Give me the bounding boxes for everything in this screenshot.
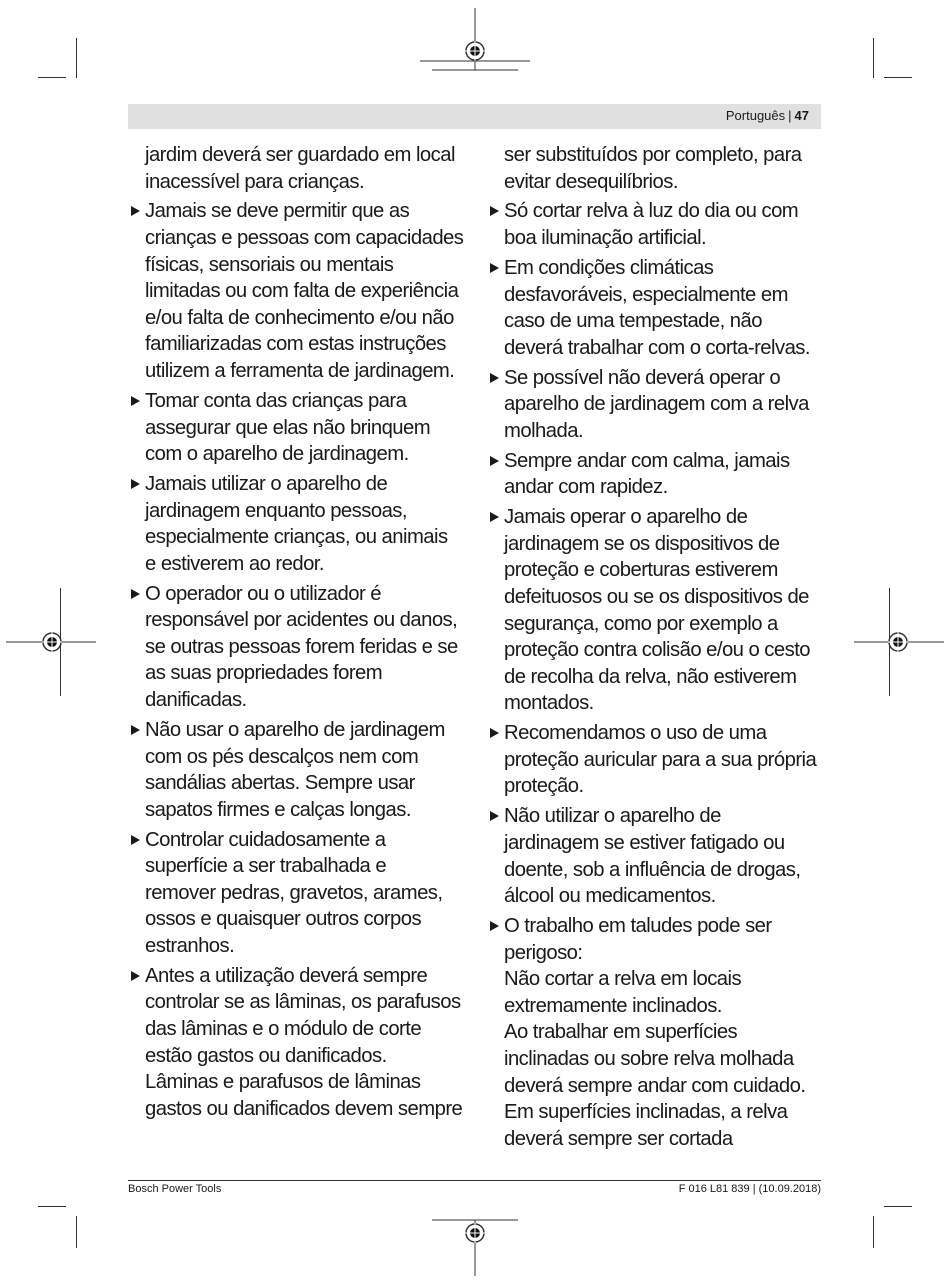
crop-mark <box>873 38 874 78</box>
bullet-item: O operador ou o utilizador é responsável por acidentes ou danos, se outras pessoas forem feridas e se as suas propriedades forem danificadas. <box>145 581 470 714</box>
footer-doc-code: F 016 L81 839 | (10.09.2018) <box>678 1183 821 1195</box>
crop-mark <box>38 77 66 78</box>
registration-mark-icon <box>420 8 530 92</box>
registration-mark-icon <box>420 1206 530 1284</box>
registration-mark-icon <box>854 618 944 666</box>
bullet-item: Recomendamos o uso de uma proteção auricular para a sua própria proteção. <box>504 720 829 800</box>
bullet-item: Antes a utilização deverá sempre controlar se as lâminas, os parafusos das lâminas e o módulo de corte estão gastos ou danificados. Lâminas e parafusos de lâminas gastos ou danificados devem sempre <box>145 963 470 1123</box>
footer-brand: Bosch Power Tools <box>128 1183 222 1195</box>
crop-mark <box>76 38 77 78</box>
bullet-item: Tomar conta das crianças para assegurar que elas não brinquem com o aparelho de jardinagem. <box>145 388 470 468</box>
crop-mark <box>76 1216 77 1248</box>
bullet-item: Jamais utilizar o aparelho de jardinagem enquanto pessoas, especialmente crianças, ou animais e estiverem ao redor. <box>145 471 470 577</box>
bullet-item: Só cortar relva à luz do dia ou com boa iluminação artificial. <box>504 198 829 251</box>
crop-mark <box>38 1206 66 1207</box>
bullet-item: Não usar o aparelho de jardinagem com os pés descalços nem com sandálias abertas. Sempre usar sapatos firmes e calças longas. <box>145 717 470 823</box>
right-intro-paragraph: ser substituídos por completo, para evitar desequilíbrios. <box>504 144 802 193</box>
bullet-item: Se possível não deverá operar o aparelho de jardinagem com a relva molhada. <box>504 365 829 445</box>
left-intro-paragraph: jardim deverá ser guardado em local inacessível para crianças. <box>145 144 455 193</box>
bullet-item: O trabalho em taludes pode ser perigoso: Não cortar a relva em locais extremamente inclinados. Ao trabalhar em superfícies inclinadas ou sobre relva molhada deverá sempre andar com cuidado. Em superfícies inclinadas, a relva deverá sempre ser cortada <box>504 913 829 1152</box>
crop-mark <box>884 77 912 78</box>
bullet-item: Jamais operar o aparelho de jardinagem se os dispositivos de proteção e coberturas estiverem defeituosos ou se os dispositivos de segurança, como por exemplo a proteção contra colisão e/ou o cesto de recolha da relva, não estiverem montados. <box>504 504 829 717</box>
bullet-item: Controlar cuidadosamente a superfície a ser trabalhada e remover pedras, gravetos, arames, ossos e quaisquer outros corpos estranhos. <box>145 827 470 960</box>
header-text <box>726 108 809 123</box>
header-language: Português <box>725 108 786 123</box>
bullet-item: Em condições climáticas desfavoráveis, especialmente em caso de uma tempestade, não deverá trabalhar com o corta-relvas. <box>504 255 829 361</box>
page-header <box>128 104 821 129</box>
bullet-item: Sempre andar com calma, jamais andar com rapidez. <box>504 448 829 501</box>
right-column <box>504 142 829 1152</box>
crop-mark <box>873 1216 874 1248</box>
bullet-item: Jamais se deve permitir que as crianças e pessoas com capacidades físicas, sensoriais ou mentais limitadas ou com falta de experiência e/ou falta de conhecimento e/ou não familiarizadas com estas instruções utilizem a ferramenta de jardinagem. <box>145 198 470 384</box>
bullet-item: Não utilizar o aparelho de jardinagem se estiver fatigado ou doente, sob a influência de drogas, álcool ou medicamentos. <box>504 803 829 909</box>
crop-mark <box>884 1206 912 1207</box>
left-column <box>145 142 470 1122</box>
page-number: 47 <box>794 108 809 123</box>
header-separator: | <box>788 108 792 123</box>
footer-divider <box>128 1180 821 1181</box>
registration-mark-icon <box>6 618 96 666</box>
